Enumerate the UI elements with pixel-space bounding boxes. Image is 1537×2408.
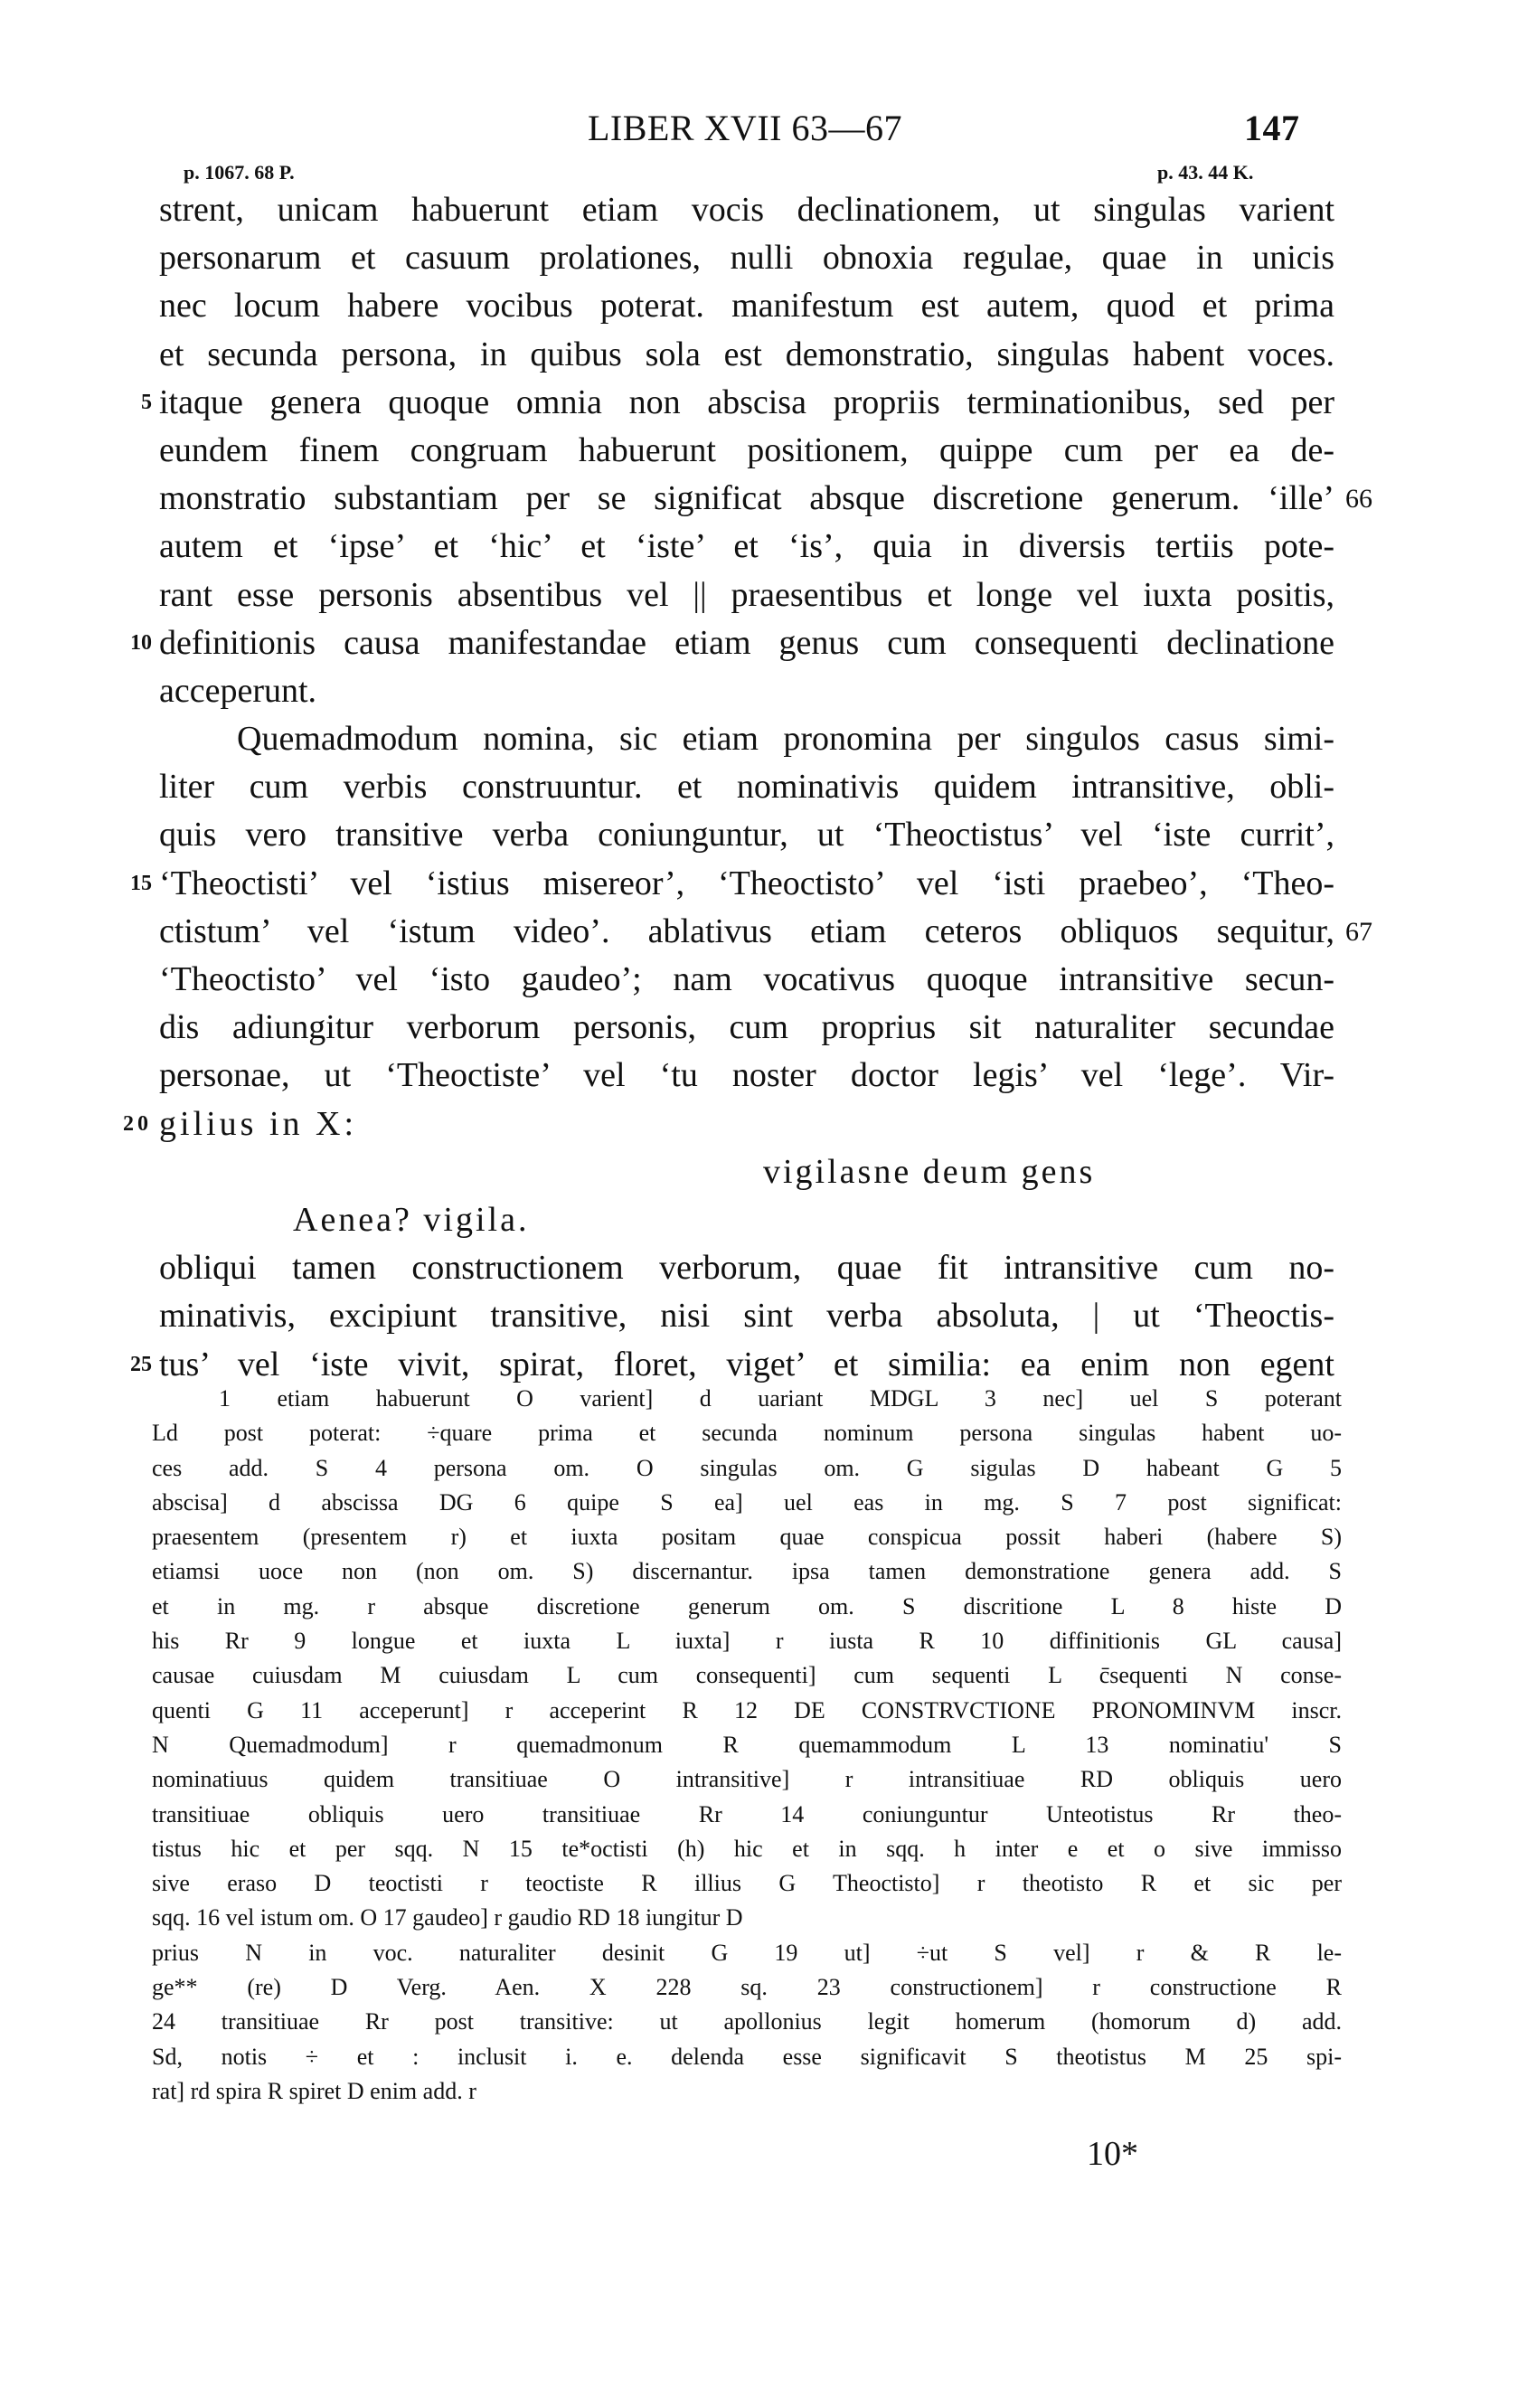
text-line — [159, 475, 1372, 523]
text-line — [159, 908, 1372, 956]
text-line — [130, 619, 1334, 667]
footnote-line: 1 etiam habuerunt O varient] d uariant MDGL 3 nec] uel S poterant — [219, 1385, 1342, 1412]
text-line: dis adiungitur verborum personis, cum proprius sit naturaliter secundae — [159, 1008, 1334, 1047]
text-line: Quemadmodum nomina, sic etiam pronomina per singulos casus simi- — [237, 720, 1334, 759]
text-line-content: ctistum’ vel ‘istum video’. ablativus etiam ceteros obliquos sequitur, — [159, 911, 1334, 950]
text-line: nec locum habere vocibus poterat. manifestum est autem, quod et prima — [159, 287, 1334, 326]
text-line-content: definitionis causa manifestandae etiam genus cum consequenti declinatione — [159, 623, 1334, 662]
text-line-content: itaque genera quoque omnia non abscisa propriis terminationibus, sed per — [159, 382, 1334, 421]
footnote-line: N Quemadmodum] r quemadmonum R quemammodum L 13 nominatiu' S — [152, 1731, 1342, 1758]
text-line: quis vero transitive verba coniunguntur, ut ‘Theoctistus’ vel ‘iste currit’, — [159, 816, 1334, 855]
text-line: ‘Theoctisto’ vel ‘isto gaudeo’; nam vocativus quoque intransitive secun- — [159, 960, 1334, 998]
footnote-line: Ld post poterat: ÷quare prima et secunda nominum persona singulas habent uo- — [152, 1420, 1342, 1447]
text-line: personae, ut ‘Theoctiste’ vel ‘tu noster doctor legis’ vel ‘lege’. Vir- — [159, 1056, 1334, 1095]
verse-line: vigilasne deum gens — [763, 1152, 1096, 1191]
footnote-line: ge** (re) D Verg. Aen. X 228 sq. 23 constructionem] r constructione R — [152, 1974, 1342, 2001]
text-line-content: gilius in X: — [159, 1104, 358, 1143]
footnote-line: etiamsi uoce non (non om. S) discernantur. ipsa tamen demonstratione genera add. S — [152, 1558, 1342, 1585]
text-line: autem et ‘ipse’ et ‘hic’ et ‘iste’ et ‘is’, quia in diversis tertiis pote- — [159, 527, 1334, 566]
footnote-line: nominatiuus quidem transitiuae O intransitive] r intransitiuae RD obliquis uero — [152, 1766, 1342, 1793]
footnote-line: praesentem (presentem r) et iuxta positam quae conspicua possit haberi (habere S) — [152, 1524, 1342, 1551]
footnote-line: sive eraso D teoctisti r teoctiste R illius G Theoctisto] r theotisto R et sic per — [152, 1870, 1342, 1897]
text-line — [130, 860, 1334, 908]
page-number: 147 — [1244, 108, 1300, 148]
text-line: obliqui tamen constructionem verborum, quae fit intransitive cum no- — [159, 1249, 1334, 1288]
running-head — [0, 107, 1537, 161]
edition-ref-right: p. 43. 44 K. — [1157, 161, 1254, 184]
footnote-line: et in mg. r absque discretione generum om. S discritione L 8 histe D — [152, 1592, 1342, 1619]
text-line-content: ‘Theoctisti’ vel ‘istius misereor’, ‘Theoctisto’ vel ‘isti praebeo’, ‘Theo- — [159, 864, 1334, 902]
main-text — [123, 186, 1372, 1389]
text-line-content: tus’ vel ‘iste vivit, spirat, floret, viget’ et similia: ea enim non egent — [159, 1345, 1334, 1383]
footnote-line: causae cuiusdam M cuiusdam L cum consequenti] cum sequenti L c̄sequenti N conse- — [152, 1662, 1342, 1689]
margin-number: 67 — [1345, 916, 1372, 947]
margin-number: 66 — [1345, 484, 1372, 515]
text-line: minativis, excipiunt transitive, nisi sint verba absoluta, | ut ‘Theoctis- — [159, 1297, 1334, 1336]
text-line: strent, unicam habuerunt etiam vocis declinationem, ut singulas varient — [159, 191, 1334, 229]
footnote-line: prius N in voc. naturaliter desinit G 19 ut] ÷ut S vel] r & R le- — [152, 1939, 1342, 1966]
edition-ref-left: p. 1067. 68 P. — [184, 161, 295, 184]
text-line-content: monstratio substantiam per se significat absque discretione generum. ‘ille’ — [159, 479, 1334, 518]
footnote-line: sqq. 16 vel istum om. O 17 gaudeo] r gaudio RD 18 iungitur D — [152, 1904, 743, 1931]
text-line: personarum et casuum prolationes, nulli obnoxia regulae, quae in unicis — [159, 239, 1334, 278]
line-number: 10 — [130, 630, 152, 655]
signature-mark: 10* — [1087, 2135, 1138, 2173]
verse-line: Aenea? vigila. — [293, 1200, 530, 1239]
running-title: LIBER XVII 63—67 — [588, 108, 902, 148]
line-number: 15 — [130, 871, 152, 895]
critical-apparatus — [152, 1382, 1342, 2109]
text-line — [123, 1100, 1334, 1148]
text-line — [141, 379, 1334, 427]
footnote-line: abscisa] d abscissa DG 6 quipe S ea] uel eas in mg. S 7 post significat: — [152, 1488, 1342, 1516]
footnote-line: quenti G 11 acceperunt] r acceperint R 12 DE CONSTRVCTIONE PRONOMINVM inscr. — [152, 1696, 1342, 1723]
text-line: liter cum verbis construuntur. et nominativis quidem intransitive, obli- — [159, 768, 1334, 807]
line-number: 5 — [141, 390, 152, 414]
text-line: rant esse personis absentibus vel || praesentibus et longe vel iuxta positis, — [159, 575, 1334, 614]
footnote-line: ces add. S 4 persona om. O singulas om. G sigulas D habeant G 5 — [152, 1454, 1342, 1481]
footnote-line: rat] rd spira R spiret D enim add. r — [152, 2077, 476, 2104]
footnote-line: his Rr 9 longue et iuxta L iuxta] r iusta R 10 diffinitionis GL causa] — [152, 1628, 1342, 1655]
footnote-line: 24 transitiuae Rr post transitive: ut apollonius legit homerum (homorum d) add. — [152, 2008, 1342, 2035]
line-number: 25 — [130, 1352, 152, 1376]
footnote-line: Sd, notis ÷ et : inclusit i. e. delenda esse significavit S theotistus M 25 spi- — [152, 2043, 1342, 2070]
footnote-line: transitiuae obliquis uero transitiuae Rr 14 coniunguntur Unteotistus Rr theo- — [152, 1800, 1342, 1827]
line-number: 20 — [123, 1111, 152, 1136]
text-line: acceperunt. — [159, 671, 317, 710]
footnote-line: tistus hic et per sqq. N 15 te*octisti (h) hic et in sqq. h inter e et o sive immisso — [152, 1835, 1342, 1862]
text-line: eundem finem congruam habuerunt positionem, quippe cum per ea de- — [159, 430, 1334, 469]
text-line: et secunda persona, in quibus sola est demonstratio, singulas habent voces. — [159, 335, 1334, 373]
